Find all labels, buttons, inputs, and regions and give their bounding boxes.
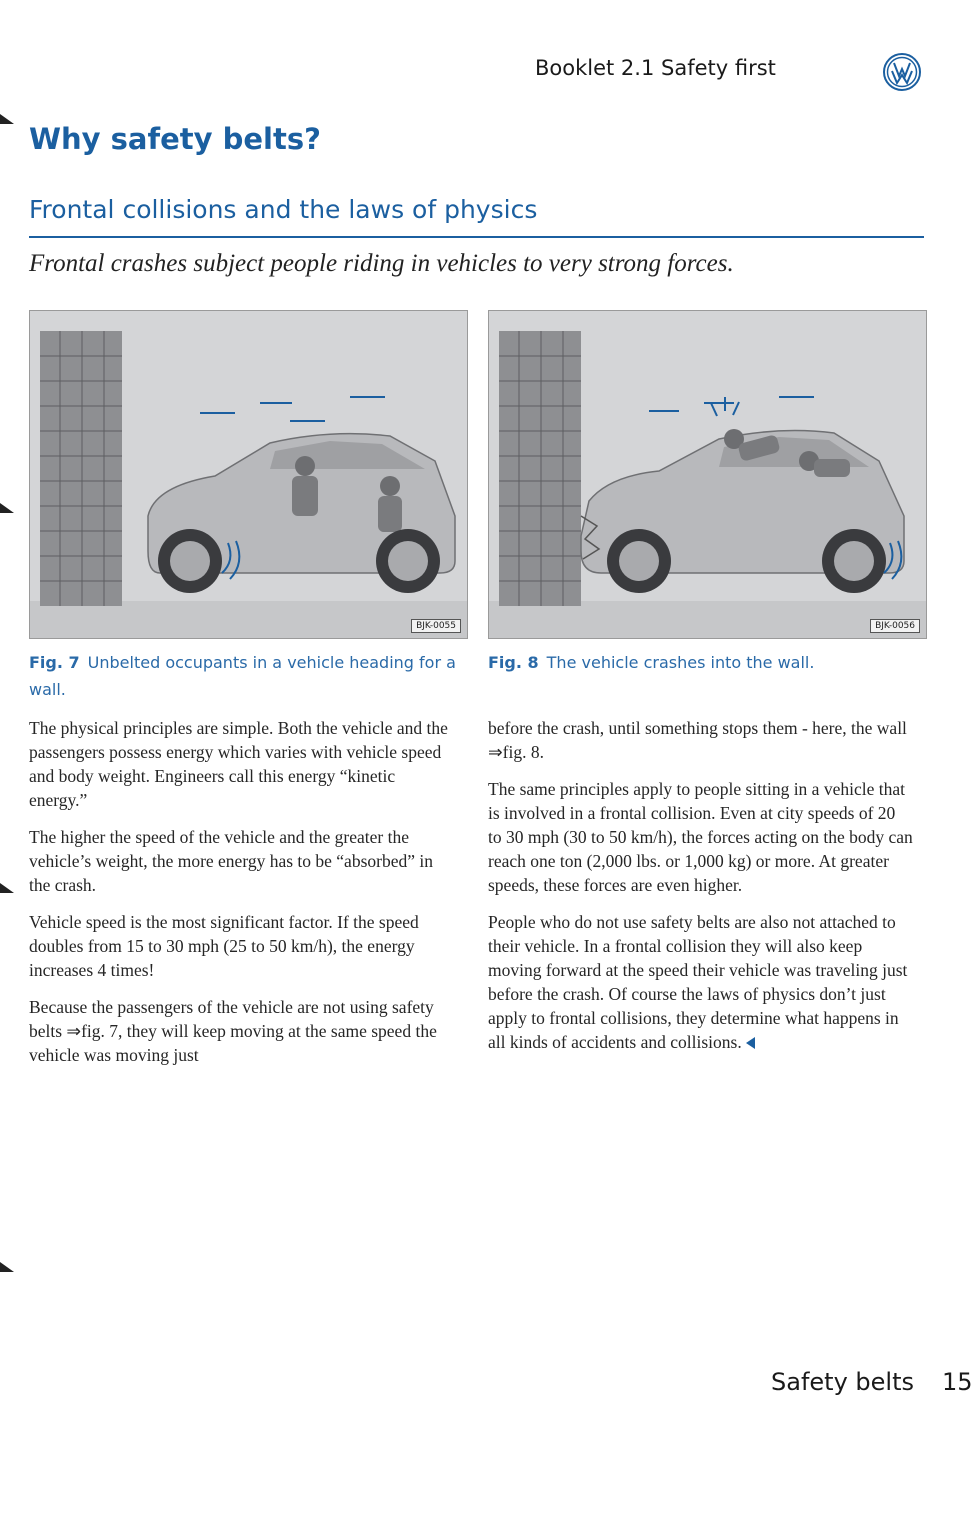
right-text-column	[488, 716, 913, 1067]
caption-text: The vehicle crashes into the wall.	[546, 653, 815, 672]
figure-7-caption	[29, 649, 469, 703]
paragraph: Vehicle speed is the most significant factor. If the speed doubles from 15 to 30 mph (25 to 50 km/h), the energy increases 4 times!	[29, 912, 419, 980]
figure-label: Fig. 8	[488, 653, 539, 672]
section-divider	[29, 236, 924, 238]
caption-text: Unbelted occupants in a vehicle heading for a wall.	[29, 653, 456, 699]
figure-label: Fig. 7	[29, 653, 80, 672]
section-heading: Frontal collisions and the laws of physics	[29, 195, 538, 224]
footer-section: Safety belts	[771, 1368, 914, 1396]
page-header	[0, 52, 960, 92]
paragraph: The higher the speed of the vehicle and the greater the vehicle’s weight, the more energy has to be “absorbed” in the crash.	[29, 827, 433, 895]
vw-logo-icon	[882, 52, 922, 92]
paragraph: Because the passengers of the vehicle are not using safety belts ⇒fig. 7, they will keep moving at the same speed the vehicle was moving just	[29, 997, 437, 1065]
figure-8-illustration	[488, 310, 927, 639]
figure-code: BJK-0055	[411, 619, 461, 633]
left-text-column	[29, 716, 454, 1080]
car-heading-for-wall-image	[30, 311, 467, 638]
figure-8-caption	[488, 649, 928, 676]
figure-7-illustration	[29, 310, 468, 639]
paragraph: The same principles apply to people sitting in a vehicle that is involved in a frontal collision. Even at city speeds of 20 to 30 mph (30 to 50 km/h), the forces acting on the body can reach one ton (2,000 lbs. or 1,000 kg) or more. At greater speeds, these forces are even higher.	[488, 779, 913, 895]
margin-mark	[0, 114, 14, 124]
figure-code: BJK-0056	[870, 619, 920, 633]
paragraph-final	[488, 910, 913, 1054]
page-footer	[771, 1368, 973, 1396]
car-crashing-into-wall-image	[489, 311, 926, 638]
section-end-icon	[746, 1037, 755, 1049]
paragraph: The physical principles are simple. Both the vehicle and the passengers possess energy which varies with vehicle speed and body weight. Engineers call this energy “kinetic energy.”	[29, 718, 448, 810]
intro-text: Frontal crashes subject people riding in vehicles to very strong forces.	[29, 250, 734, 277]
page-title: Why safety belts?	[29, 122, 321, 156]
paragraph-text: People who do not use safety belts are also not attached to their vehicle. In a frontal collision they will also keep moving forward at the speed their vehicle was traveling just before the crash. Of course the laws of physics don’t just apply to frontal collisions, they determine what happens in all kinds of accidents and collisions.	[488, 912, 908, 1052]
margin-mark	[0, 1262, 14, 1272]
page-number: 15	[941, 1368, 973, 1396]
booklet-title: Booklet 2.1 Safety first	[535, 56, 776, 80]
margin-mark	[0, 503, 14, 513]
margin-mark	[0, 883, 14, 893]
paragraph: before the crash, until something stops them - here, the wall ⇒fig. 8.	[488, 718, 907, 762]
